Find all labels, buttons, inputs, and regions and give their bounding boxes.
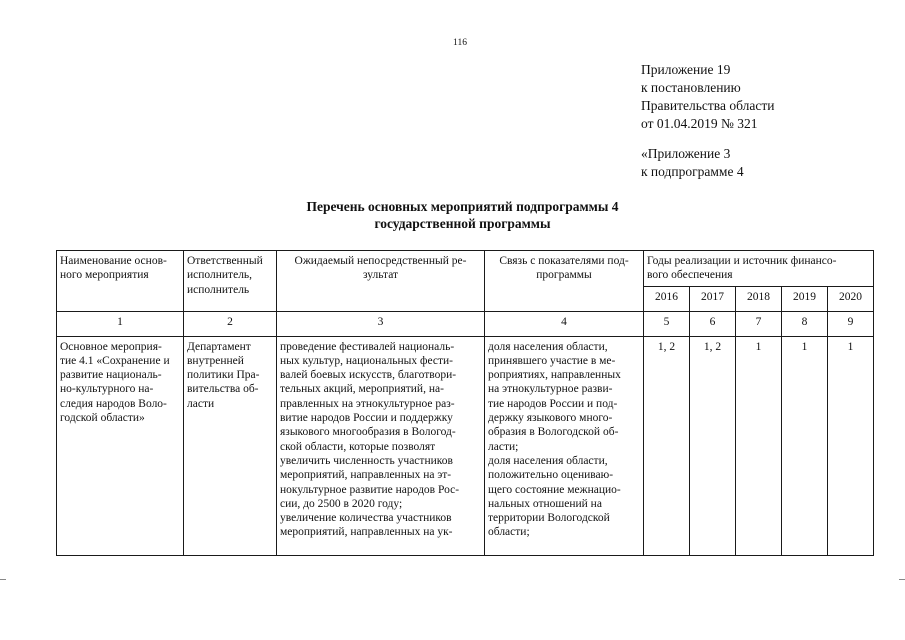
indicator-link-line: щего состояние межнацио- <box>488 483 621 496</box>
column-number: 8 <box>782 311 828 336</box>
appendix-line: к постановлению <box>641 80 741 95</box>
column-number: 9 <box>828 311 874 336</box>
scan-edge-mark <box>0 579 6 580</box>
header-name-line: Наименование основ- <box>60 255 167 267</box>
result-cell <box>277 336 485 555</box>
page-number: 116 <box>453 38 467 48</box>
activity-name-line: следия народов Воло- <box>60 397 167 410</box>
appendix-line: от 01.04.2019 № 321 <box>641 116 758 131</box>
executor-cell <box>184 336 277 555</box>
indicator-link-line: положительно оцениваю- <box>488 469 614 482</box>
column-number-row <box>57 311 874 336</box>
header-result-line: Ожидаемый непосредственный ре- <box>294 255 467 267</box>
column-number: 2 <box>184 311 277 336</box>
column-number: 6 <box>690 311 736 336</box>
result-line: тельных акций, мероприятий, на- <box>280 383 444 396</box>
executor-line: вительства об- <box>187 383 259 396</box>
indicator-link-line: держку языкового много- <box>488 412 613 425</box>
document-title-line: государственной программы <box>374 216 551 231</box>
result-line: мероприятий, направленных на ук- <box>280 526 453 539</box>
appendix-line: Приложение 19 <box>641 62 731 77</box>
column-number: 1 <box>57 311 184 336</box>
year-value-cell: 1 <box>828 336 874 555</box>
appendix-block <box>641 61 774 133</box>
indicator-link-line: роприятиях, направленных <box>488 369 621 382</box>
year-value-cell: 1, 2 <box>690 336 736 555</box>
indicator-link-line: доля населения области, <box>488 454 608 467</box>
appendix-sub-line: «Приложение 3 <box>641 146 731 161</box>
indicator-link-cell <box>485 336 644 555</box>
activity-name-line: тие 4.1 «Сохранение и <box>60 354 170 367</box>
year-cell: 2016 <box>644 286 690 311</box>
activity-name-line: Основное мероприя- <box>60 340 162 353</box>
activity-name-line: годской области» <box>60 412 145 425</box>
activity-name-cell <box>57 336 184 555</box>
header-executor <box>184 251 277 312</box>
indicator-link-line: принявшего участие в ме- <box>488 354 616 367</box>
year-value-cell: 1 <box>736 336 782 555</box>
result-line: нокультурное развитие народов Рос- <box>280 483 460 496</box>
year-cell: 2017 <box>690 286 736 311</box>
header-executor-line: Ответственный <box>187 255 263 267</box>
result-line: мероприятий, направленных на эт- <box>280 469 452 482</box>
indicator-link-line: ласти; <box>488 440 519 453</box>
year-cell: 2019 <box>782 286 828 311</box>
header-row <box>57 251 874 287</box>
column-number: 4 <box>485 311 644 336</box>
header-name-line: ного мероприятия <box>60 269 149 282</box>
activity-name-line: развитие националь- <box>60 369 162 382</box>
indicator-link-line: области; <box>488 526 530 539</box>
executor-line: внутренней <box>187 354 244 367</box>
scan-edge-mark <box>899 579 905 580</box>
document-title-line: Перечень основных мероприятий подпрограммы 4 <box>306 199 619 214</box>
column-number: 3 <box>277 311 485 336</box>
indicator-link-line: тие народов России и под- <box>488 397 618 410</box>
header-years-line: Годы реализации и источник финансо- <box>647 255 837 267</box>
result-line: правленных на этнокультурное раз- <box>280 397 455 410</box>
year-value-cell: 1, 2 <box>644 336 690 555</box>
document-title <box>260 198 665 232</box>
executor-line: политики Пра- <box>187 369 260 382</box>
indicator-link-line: доля населения области, <box>488 340 608 353</box>
result-line: увеличение количества участников <box>280 512 452 525</box>
result-line: витие народов России и поддержку <box>280 412 453 425</box>
result-line: валей боевых искусств, благотвори- <box>280 369 457 382</box>
activity-name-line: но-культурного на- <box>60 383 154 396</box>
appendix-sub-block <box>641 145 744 181</box>
header-result-line: зультат <box>362 269 399 282</box>
indicator-link-line: на этнокультурное разви- <box>488 383 613 396</box>
year-value-cell: 1 <box>782 336 828 555</box>
header-name <box>57 251 184 312</box>
header-link-line: программы <box>536 269 592 282</box>
activities-table <box>56 250 874 556</box>
table-row <box>57 336 874 555</box>
result-line: ской области, которые позволят <box>280 440 436 453</box>
result-line: сии, до 2500 в 2020 году; <box>280 497 403 510</box>
result-line: проведение фестивалей националь- <box>280 340 455 353</box>
header-result <box>277 251 485 312</box>
result-line: увеличить численность участников <box>280 454 453 467</box>
header-years <box>644 251 874 287</box>
year-cell: 2020 <box>828 286 874 311</box>
header-executor-line: исполнитель <box>187 283 250 296</box>
header-years-line: вого обеспечения <box>647 269 733 282</box>
indicator-link-line: образия в Вологодской об- <box>488 426 619 439</box>
header-link <box>485 251 644 312</box>
result-line: ных культур, национальных фести- <box>280 354 453 367</box>
header-executor-line: исполнитель, <box>187 269 253 282</box>
executor-line: ласти <box>187 397 215 410</box>
column-number: 7 <box>736 311 782 336</box>
appendix-sub-line: к подпрограмме 4 <box>641 164 744 179</box>
indicator-link-line: нальных отношений на <box>488 497 602 510</box>
column-number: 5 <box>644 311 690 336</box>
year-cell: 2018 <box>736 286 782 311</box>
executor-line: Департамент <box>187 340 251 353</box>
indicator-link-line: территории Вологодской <box>488 512 610 525</box>
appendix-line: Правительства области <box>641 98 775 113</box>
header-link-line: Связь с показателями под- <box>499 255 629 267</box>
result-line: языкового многообразия в Вологод- <box>280 426 456 439</box>
